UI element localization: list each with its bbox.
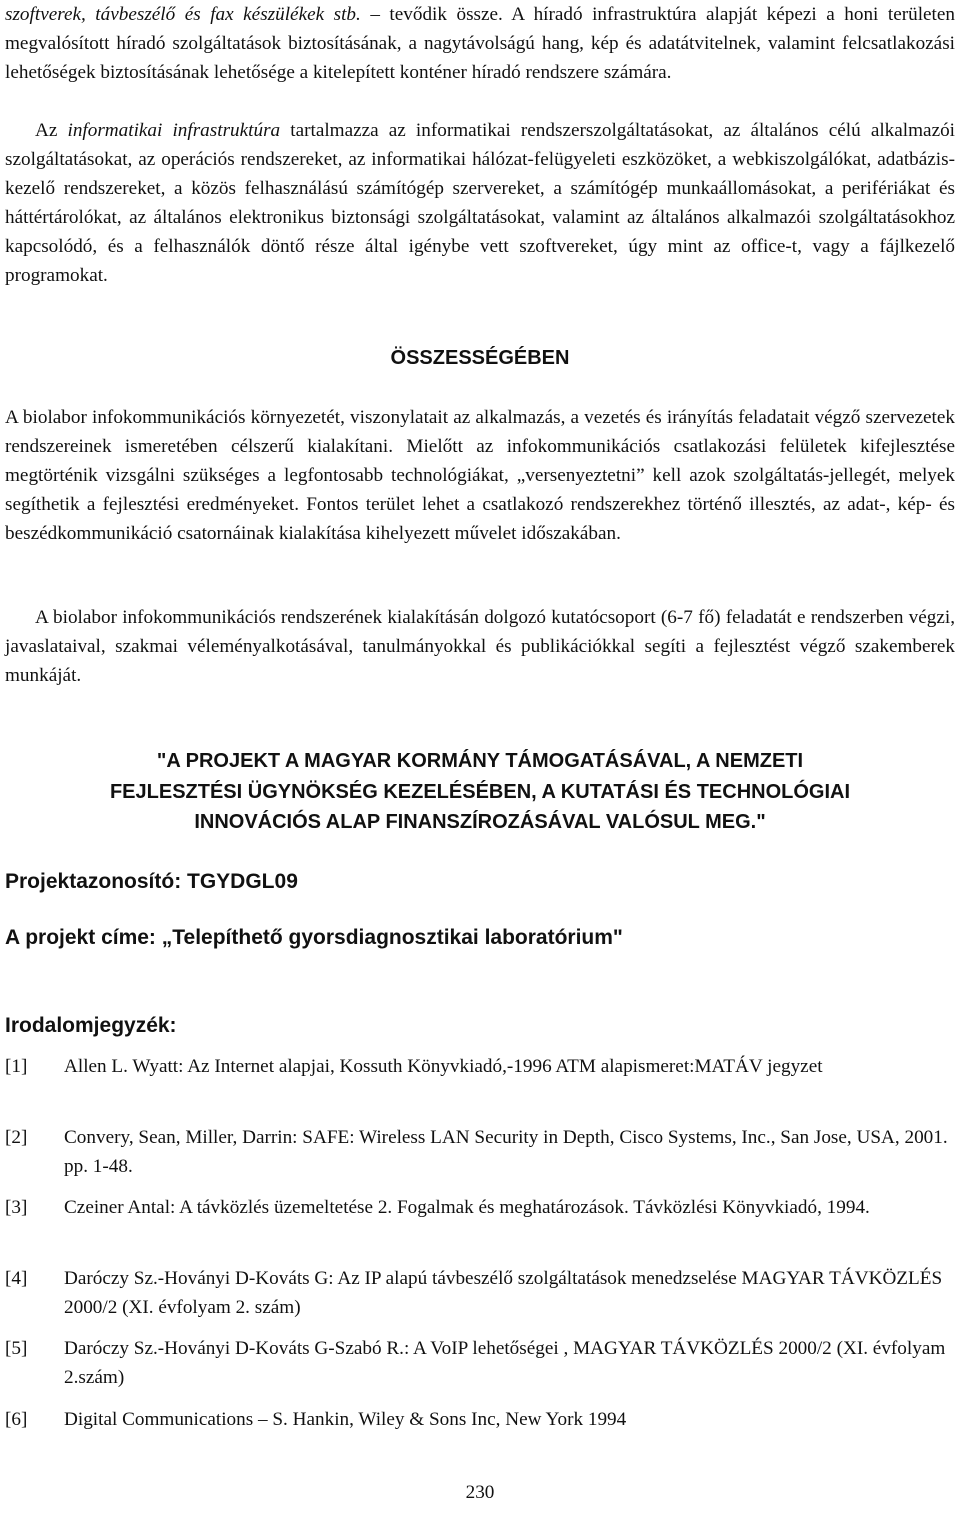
it-term: informatikai infrastruktúra: [67, 120, 281, 141]
summary-paragraph-2: A biolabor infokommunikációs rendszerének kialakításán dolgozó kutatócsoport (6-7 fő) feladatát e rendszerben végzi, javaslataival, szakmai véleményalkotásával, tanulmányokkal és publikációkkal segíti a fejlesztést végző szakemberek munkáját.: [5, 607, 955, 686]
it-body: tartalmazza az informatikai rendszerszolgáltatásokat, az általános célú alkalmazói szolgáltatásokat, az operációs rendszereket, az informatikai hálózat-felügyeleti eszközöket, a webkiszolgálókat, adatbázis-kezelő rendszereket, a közös felhasználású számítógép szervereket, a számítógép munkaállomásokat, a perifériákat és háttértárolókat, az általános elektronikus biztonsági szolgáltatásokat, valamint az általános alkalmazói szolgáltatásokhoz kapcsolódó, és a felhasználók döntő része által igénybe vett szoftvereket, úgy mint az office-t, vagy a fájlkezelő programokat.: [5, 120, 956, 286]
reference-item: [5, 1052, 955, 1081]
intro-italic-text: szoftverek, távbeszélő és fax készülékek stb.: [5, 4, 361, 25]
intro-paragraph: [5, 0, 955, 87]
it-infrastructure-paragraph: [5, 116, 955, 290]
project-id: Projektazonosító: TGYDGL09: [5, 870, 298, 893]
bibliography-heading: Irodalomjegyzék:: [5, 1014, 177, 1037]
reference-text: Daróczy Sz.-Hoványi D-Kováts G-Szabó R.: A VoIP lehetőségei , MAGYAR TÁVKÖZLÉS 2000/2 (XI. évfolyam 2.szám): [64, 1338, 946, 1388]
reference-number: [1]: [5, 1056, 28, 1077]
funding-line-3: INNOVÁCIÓS ALAP FINANSZÍROZÁSÁVAL VALÓSUL MEG.": [194, 811, 766, 833]
page-number: 230: [465, 1482, 495, 1503]
reference-item: [5, 1264, 955, 1322]
reference-text: Czeiner Antal: A távközlés üzemeltetése 2. Fogalmak és meghatározások. Távközlési Könyvkiadó, 1994.: [64, 1197, 870, 1218]
reference-item: [5, 1123, 955, 1181]
reference-item: [5, 1334, 955, 1392]
reference-number: [6]: [5, 1409, 28, 1430]
reference-item: [5, 1405, 955, 1434]
it-lead: Az: [35, 120, 68, 141]
summary-paragraph-1: A biolabor infokommunikációs környezetét, viszonylatait az alkalmazás, a vezetés és irányítás feladatait végző szervezetek rendszereinek ismeretében célszerű kialakítani. Mielőtt az infokommunikációs csatlakozási felületek kifejlesztése megtörténik vizsgálni szükséges a legfontosabb technológiákat, „versenyeztetni” kell azok szolgáltatás-jellegét, melyek segíthetik a fejlesztési eredményeket. Fontos terület lehet a csatlakozó rendszerekhez történő illesztés, az adat-, kép- és beszédkommunikáció csatornáinak kialakítása kihelyezett művelet időszakában.: [5, 407, 955, 544]
reference-number: [2]: [5, 1127, 28, 1148]
reference-text: Digital Communications – S. Hankin, Wiley & Sons Inc, New York 1994: [64, 1409, 627, 1430]
reference-text: Daróczy Sz.-Hoványi D-Kováts G: Az IP alapú távbeszélő szolgáltatások menedzselése MAGYAR TÁVKÖZLÉS 2000/2 (XI. évfolyam 2. szám): [64, 1268, 943, 1318]
reference-number: [5]: [5, 1338, 28, 1359]
funding-line-1: "A PROJEKT A MAGYAR KORMÁNY TÁMOGATÁSÁVAL, A NEMZETI: [156, 750, 804, 772]
reference-number: [3]: [5, 1197, 28, 1218]
reference-number: [4]: [5, 1268, 28, 1289]
reference-item: [5, 1193, 955, 1222]
intro-text: – tevődik össze. A híradó infrastruktúra alapját képezi a honi területen megvalósított híradó szolgáltatások biztosításának, a nagytávolságú hang, kép és adatátvitelnek, valamint felcsatlakozási lehetőségek biztosításának lehetősége a kitelepített konténer híradó rendszere számára.: [5, 4, 955, 83]
reference-text: Allen L. Wyatt: Az Internet alapjai, Kossuth Könyvkiadó,-1996 ATM alapismeret:MATÁV jegyzet: [64, 1056, 823, 1077]
reference-text: Convery, Sean, Miller, Darrin: SAFE: Wireless LAN Security in Depth, Cisco Systems, Inc., San Jose, USA, 2001. pp. 1-48.: [64, 1127, 948, 1177]
project-title: A projekt címe: „Telepíthető gyorsdiagnosztikai laboratórium": [5, 926, 623, 949]
summary-heading: ÖSSZESSÉGÉBEN: [390, 347, 570, 369]
funding-line-2: FEJLESZTÉSI ÜGYNÖKSÉG KEZELÉSÉBEN, A KUTATÁSI ÉS TECHNOLÓGIAI: [109, 781, 851, 803]
